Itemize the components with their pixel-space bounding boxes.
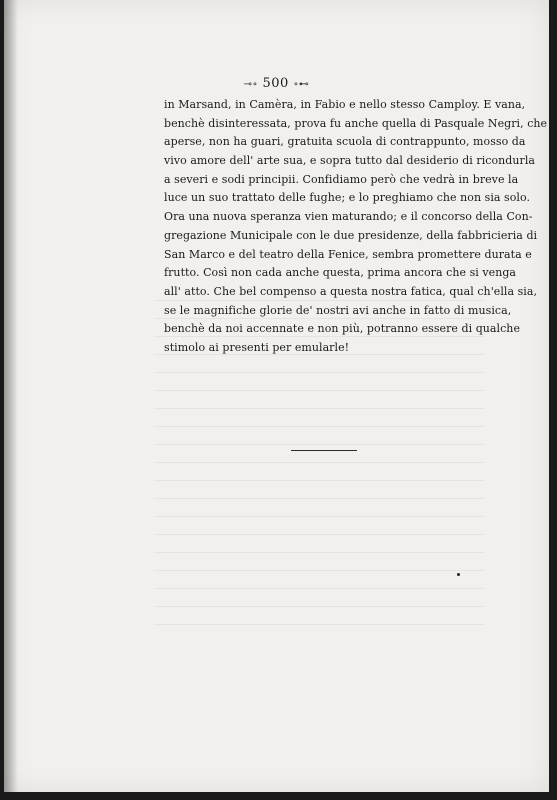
text-line-last: stimolo ai presenti per emularle! — [164, 340, 350, 354]
page-number: 500 — [262, 76, 289, 91]
text-line: in Marsand, in Camèra, in Fabio e nello stesso Camploy. E vana, — [164, 98, 526, 111]
spine-shadow — [4, 0, 18, 792]
text-line: se le magnifiche glorie de' nostri avi anche in fatto di musica, — [164, 303, 512, 317]
section-divider-rule — [291, 450, 357, 451]
header-ornament-right: ∘⊷ — [293, 79, 310, 90]
text-line: all' atto. Che bel compenso a questa nostra fatica, qual ch'ella sia, — [164, 284, 538, 298]
page-header — [4, 76, 549, 91]
book-page — [4, 0, 549, 792]
text-line: luce un suo trattato delle fughe; e lo preghiamo che non sia solo. — [164, 191, 531, 205]
text-line: vivo amore dell' arte sua, e sopra tutto dal desiderio di ricondurla — [164, 154, 536, 168]
ink-speck — [457, 573, 460, 576]
header-ornament-left: ⊸∘ — [243, 79, 258, 90]
text-line: a severi e sodi principii. Confidiamo però che vedrà in breve la — [164, 172, 519, 186]
text-line: benchè disinteressata, prova fu anche quella di Pasquale Negri, che — [164, 116, 548, 130]
text-line: benchè da noi accennate e non più, potranno essere di qualche — [164, 322, 521, 336]
body-text — [164, 96, 548, 358]
text-line: Ora una nuova speranza vien maturando; e il concorso della Con- — [164, 210, 533, 224]
text-line: San Marco e del teatro della Fenice, sembra promettere durata e — [164, 247, 532, 261]
text-line: aperse, non ha guari, gratuita scuola di contrappunto, mosso da — [164, 135, 526, 149]
text-line: gregazione Municipale con le due presidenze, della fabbricieria di — [164, 228, 538, 242]
text-line: frutto. Così non cada anche questa, prima ancora che si venga — [164, 266, 517, 280]
